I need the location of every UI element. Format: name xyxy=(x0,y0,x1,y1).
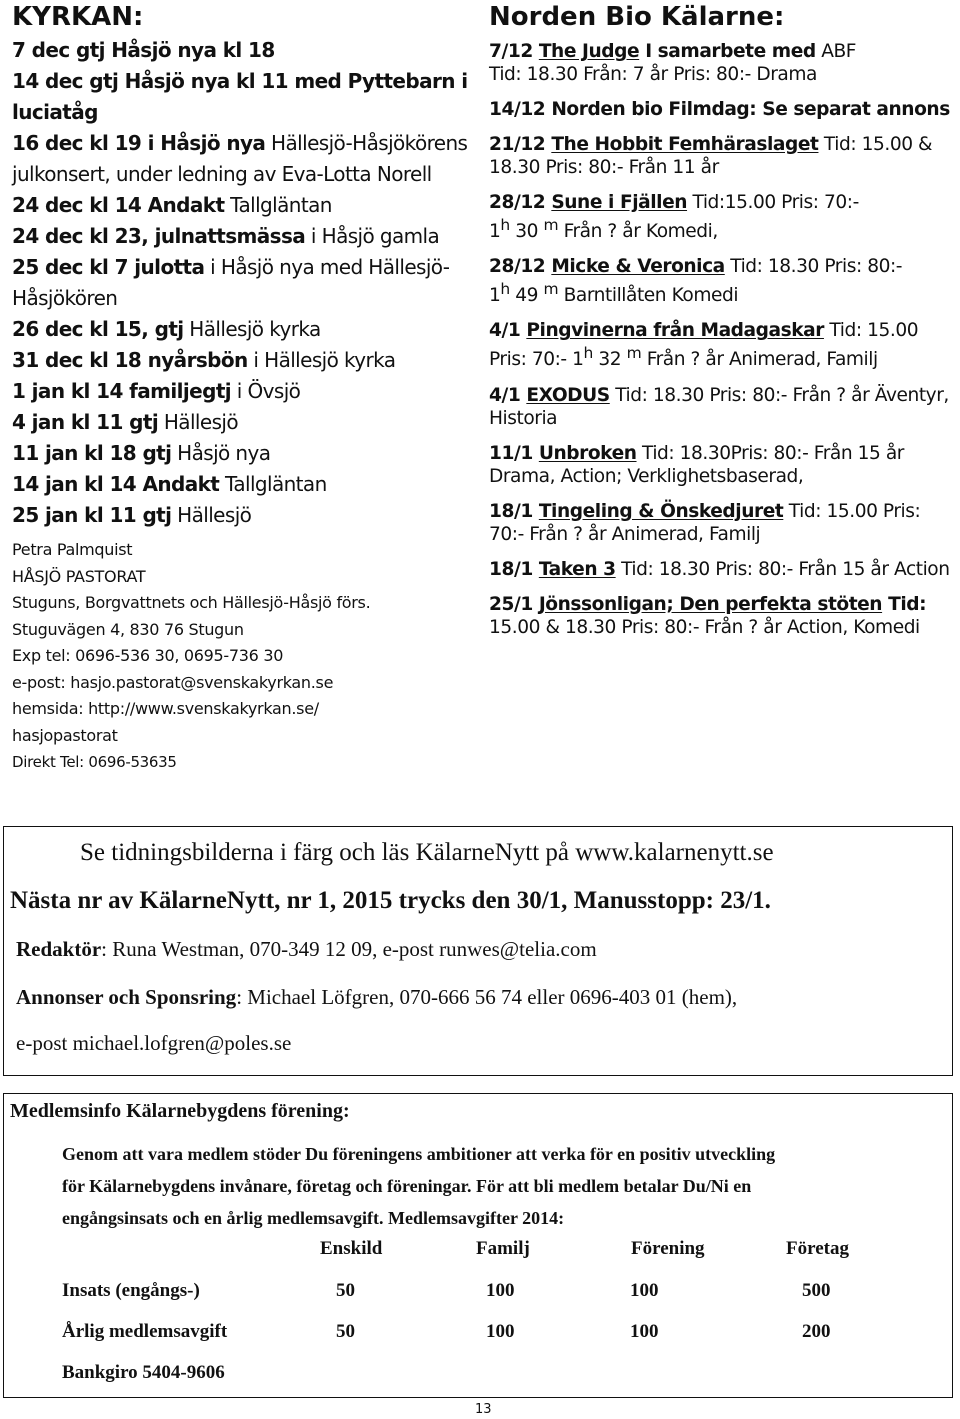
church-entry: 31 dec kl 18 nyårsbön i Hällesjö kyrka xyxy=(12,348,396,372)
fee-header-foretag: Företag xyxy=(786,1238,849,1259)
movie-entry: 4/1 Pingvinerna från Madagaskar Tid: 15.00 Pris: 70:- 1$^h$ 32 $^m$ Från ? år Animerad, Familj xyxy=(489,320,919,371)
church-entry: 26 dec kl 15, gtj Hällesjö kyrka xyxy=(12,317,321,341)
newspaper-info-box xyxy=(3,826,953,1076)
contact-website-cont: hasjopastorat xyxy=(12,725,118,745)
ads-email-line: e-post michael.lofgren@poles.se xyxy=(16,1031,292,1055)
fee-cell: 100 xyxy=(630,1280,659,1301)
website-notice: Se tidningsbilderna i färg och läs KälarneNytt på www.kalarnenytt.se xyxy=(80,839,774,866)
church-entry: 14 dec gtj Håsjö nya kl 11 med Pyttebarn i luciatåg xyxy=(12,69,468,124)
pastorat-contact xyxy=(12,537,480,776)
movie-title: The Hobbit Femhäraslaget xyxy=(551,134,819,155)
movie-title: Micke & Veronica xyxy=(551,256,725,278)
fee-cell: 50 xyxy=(336,1321,355,1342)
movie-entry: 4/1 EXODUS Tid: 18.30 Pris: 80:- Från ? år Äventyr, Historia xyxy=(489,384,949,429)
contact-direct-phone: Direkt Tel: 0696-53635 xyxy=(12,753,177,771)
contact-org: HÅSJÖ PASTORAT xyxy=(12,566,146,586)
contact-phone: Exp tel: 0696-536 30, 0695-736 30 xyxy=(12,646,284,665)
fee-row-label: Årlig medlemsavgift xyxy=(62,1321,228,1342)
next-issue-notice: Nästa nr av KälarneNytt, nr 1, 2015 trycks den 30/1, Manusstopp: 23/1. xyxy=(10,887,771,914)
contact-parishes: Stuguns, Borgvattnets och Hällesjö-Håsjö förs. xyxy=(12,593,371,612)
church-entry: 24 dec kl 23, julnattsmässa i Håsjö gamla xyxy=(12,224,440,248)
church-entry: 4 jan kl 11 gtj Hällesjö xyxy=(12,410,238,434)
movie-title: EXODUS xyxy=(526,384,610,406)
movie-title: Unbroken xyxy=(538,442,637,464)
bio-column xyxy=(489,0,951,651)
church-entry: 25 jan kl 11 gtj Hällesjö xyxy=(12,503,252,527)
contact-website: hemsida: http://www.svenskakyrkan.se/ xyxy=(12,699,319,718)
movie-entry: 14/12 Norden bio Filmdag: Se separat annons xyxy=(489,99,950,120)
movie-entry: 25/1 Jönssonligan; Den perfekta stöten Tid: 15.00 & 18.30 Pris: 80:- Från ? år Action, Komedi xyxy=(489,593,927,638)
church-entry: 25 dec kl 7 julotta i Håsjö nya med Hällesjö-Håsjökören xyxy=(12,255,450,310)
kyrkan-schedule xyxy=(12,35,480,531)
fee-cell: 100 xyxy=(630,1321,659,1342)
movie-title: Sune i Fjällen xyxy=(551,192,688,213)
membership-heading: Medlemsinfo Kälarnebygdens förening: xyxy=(10,1100,350,1122)
movie-title: Jönssonligan; Den perfekta stöten xyxy=(538,593,883,615)
movie-entry: 18/1 Tingeling & Önskedjuret Tid: 15.00 Pris: 70:- Från ? år Animerad, Familj xyxy=(489,500,921,545)
church-entry: 24 dec kl 14 Andakt Tallgläntan xyxy=(12,193,332,217)
membership-paragraph-line: Genom att vara medlem stöder Du föreningens ambitioner att verka för en positiv utveckling xyxy=(62,1144,776,1164)
movie-entry: 28/12 Sune i Fjällen Tid:15.00 Pris: 70:- 1$^h$ 30 $^m$ Från ? år Komedi, xyxy=(489,192,859,243)
movie-entry: 21/12 The Hobbit Femhäraslaget Tid: 15.00 & 18.30 Pris: 80:- Från 11 år xyxy=(489,134,933,178)
fee-cell: 200 xyxy=(802,1321,831,1342)
fee-cell: 500 xyxy=(802,1280,831,1301)
movie-entry: 18/1 Taken 3 Tid: 18.30 Pris: 80:- Från 15 år Action xyxy=(489,558,950,580)
fee-header-forening: Förening xyxy=(631,1238,705,1259)
fee-cell: 50 xyxy=(336,1280,355,1301)
movie-entry: 7/12 The Judge I samarbete med ABF Tid: 18.30 Från: 7 år Pris: 80:- Drama xyxy=(489,41,857,85)
fee-header-enskild: Enskild xyxy=(320,1238,383,1259)
church-entry: 11 jan kl 18 gtj Håsjö nya xyxy=(12,441,271,465)
membership-paragraph-line: för Kälarnebygdens invånare, företag och föreningar. För att bli medlem betalar Du/Ni en xyxy=(62,1176,752,1196)
membership-paragraph-line: engångsinsats och en årlig medlemsavgift. Medlemsavgifter 2014: xyxy=(62,1208,565,1228)
kyrkan-column xyxy=(12,0,480,776)
movie-title: The Judge xyxy=(538,41,640,62)
page-number: 13 xyxy=(475,1402,492,1417)
movie-list xyxy=(489,40,951,639)
ads-line: Annonser och Sponsring: Michael Löfgren, 070-666 56 74 eller 0696-403 01 (hem), xyxy=(16,985,738,1009)
bio-heading: Norden Bio Kälarne: xyxy=(489,2,785,32)
movie-title: Pingvinerna från Madagaskar xyxy=(526,320,824,342)
contact-address: Stuguvägen 4, 830 76 Stugun xyxy=(12,619,244,639)
kyrkan-heading: KYRKAN: xyxy=(12,2,144,32)
movie-entry: 28/12 Micke & Veronica Tid: 18.30 Pris: 80:- 1$^h$ 49 $^m$ Barntillåten Komedi xyxy=(489,256,903,307)
fee-cell: 100 xyxy=(486,1321,515,1342)
fee-cell: 100 xyxy=(486,1280,515,1301)
contact-email: e-post: hasjo.pastorat@svenskakyrkan.se xyxy=(12,672,334,692)
contact-name: Petra Palmquist xyxy=(12,540,133,559)
movie-title: Tingeling & Önskedjuret xyxy=(538,500,784,522)
church-entry: 7 dec gtj Håsjö nya kl 18 xyxy=(12,38,275,62)
membership-info-box xyxy=(3,1093,953,1398)
church-entry: 1 jan kl 14 familjegtj i Övsjö xyxy=(12,379,301,403)
bankgiro: Bankgiro 5404-9606 xyxy=(62,1362,225,1383)
fee-header-familj: Familj xyxy=(476,1238,530,1259)
movie-entry: 11/1 Unbroken Tid: 18.30Pris: 80:- Från 15 år Drama, Action; Verklighetsbaserad, xyxy=(489,442,904,487)
church-entry: 16 dec kl 19 i Håsjö nya Hällesjö-Håsjökörens julkonsert, under ledning av Eva-Lotta Norell xyxy=(12,131,468,186)
movie-title: Taken 3 xyxy=(538,558,616,580)
fee-row-label: Insats (engångs-) xyxy=(62,1280,200,1301)
church-entry: 14 jan kl 14 Andakt Tallgläntan xyxy=(12,472,327,496)
editor-line: Redaktör: Runa Westman, 070-349 12 09, e-post runwes@telia.com xyxy=(16,937,597,961)
